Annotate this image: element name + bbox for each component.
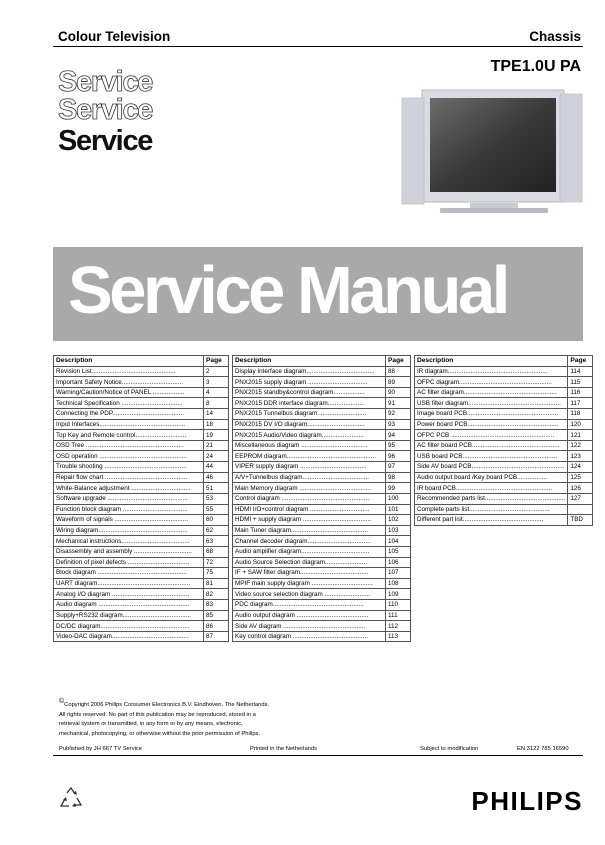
toc-entry-page: 51 bbox=[204, 483, 229, 494]
toc-entry-page: 110 bbox=[386, 600, 411, 611]
toc-entry-page: 127 bbox=[568, 493, 593, 504]
toc-column-1 bbox=[53, 355, 229, 642]
toc-row bbox=[233, 589, 411, 600]
toc-entry-page: 99 bbox=[386, 483, 411, 494]
toc-entry-page: 85 bbox=[204, 610, 229, 621]
toc-row bbox=[415, 472, 593, 483]
toc-entry-title: VIPER supply diagram ...................................... bbox=[233, 462, 386, 473]
toc-row bbox=[233, 600, 411, 611]
toc-entry-page: 2 bbox=[204, 366, 229, 377]
toc-row bbox=[415, 493, 593, 504]
toc-row bbox=[415, 504, 593, 515]
published-by: Published by JH 667 TV Service bbox=[59, 746, 143, 752]
toc-row bbox=[415, 409, 593, 420]
toc-entry-page: 89 bbox=[386, 377, 411, 388]
toc-row bbox=[233, 409, 411, 420]
toc-entry-page: 75 bbox=[204, 568, 229, 579]
toc-entry-page: 117 bbox=[568, 398, 593, 409]
toc-entry-page: 93 bbox=[386, 419, 411, 430]
toc-entry-page: 88 bbox=[386, 366, 411, 377]
toc-row bbox=[233, 568, 411, 579]
toc-entry-page: 125 bbox=[568, 472, 593, 483]
toc-entry-title: Input Interfaces................................................. bbox=[54, 419, 204, 430]
toc-header-description: Description bbox=[233, 356, 386, 367]
toc-entry-page: 60 bbox=[204, 515, 229, 526]
toc-entry-title: Channel decoder diagram.................................... bbox=[233, 536, 386, 547]
toc-entry-page: 111 bbox=[386, 610, 411, 621]
toc-row bbox=[415, 366, 593, 377]
toc-entry-page: 62 bbox=[204, 525, 229, 536]
toc-entry-page: 46 bbox=[204, 472, 229, 483]
toc-row bbox=[54, 600, 229, 611]
toc-entry-title: Repair flow chart ............................................... bbox=[54, 472, 204, 483]
toc-row bbox=[233, 493, 411, 504]
toc-entry-title: Different part list.............................................. bbox=[415, 515, 568, 526]
toc-entry-page: 90 bbox=[386, 387, 411, 398]
toc-entry-page: 116 bbox=[568, 387, 593, 398]
toc-entry-title: MPIF main supply diagram ................................... bbox=[233, 578, 386, 589]
toc-entry-page: 97 bbox=[386, 462, 411, 473]
toc-entry-title: Block diagram ................................................... bbox=[54, 568, 204, 579]
toc-row bbox=[54, 515, 229, 526]
toc-row bbox=[415, 515, 593, 526]
toc-row bbox=[54, 398, 229, 409]
toc-entry-page: 86 bbox=[204, 621, 229, 632]
toc-entry-page: 4 bbox=[204, 387, 229, 398]
toc-entry-title: A/V+Tunnelbus diagram...................................... bbox=[233, 472, 386, 483]
toc-entry-page: 82 bbox=[204, 589, 229, 600]
toc-row bbox=[233, 430, 411, 441]
tv-illustration bbox=[400, 86, 583, 216]
header-rule bbox=[53, 46, 583, 47]
toc-row bbox=[233, 557, 411, 568]
manual-title-banner: Service Manual bbox=[68, 253, 507, 328]
product-category: Colour Television bbox=[58, 29, 171, 44]
toc-entry-title: IR board PCB....................................................... bbox=[415, 483, 568, 494]
toc-row bbox=[233, 525, 411, 536]
toc-row bbox=[54, 462, 229, 473]
toc-row bbox=[233, 578, 411, 589]
toc-entry-title: Key control diagram ........................................... bbox=[233, 631, 386, 642]
copyright-line: mechanical, photocopying, or otherwise without the prior permission of Philips. bbox=[59, 730, 261, 737]
toc-entry-page: 100 bbox=[386, 493, 411, 504]
toc-entry-title: USB board PCB...................................................... bbox=[415, 451, 568, 462]
service-word-2: Service bbox=[58, 94, 153, 126]
toc-entry-title: PNX2015 Audio/Video diagram........................ bbox=[233, 430, 386, 441]
toc-entry-title: Function block diagram ..................................... bbox=[54, 504, 204, 515]
toc-entry-page: 113 bbox=[386, 631, 411, 642]
toc-row bbox=[54, 493, 229, 504]
toc-row bbox=[54, 546, 229, 557]
toc-row bbox=[233, 546, 411, 557]
toc-entry-page: 114 bbox=[568, 366, 593, 377]
service-word-1: Service bbox=[58, 66, 153, 98]
copyright-line: All rights reserved. No part of this publication may be reproduced, stored in a bbox=[59, 711, 256, 718]
toc-entry-title: OSD Tree ........................................................ bbox=[54, 440, 204, 451]
toc-row bbox=[54, 430, 229, 441]
toc-row bbox=[54, 631, 229, 642]
toc-entry-page: 124 bbox=[568, 462, 593, 473]
toc-entry-page: 126 bbox=[568, 483, 593, 494]
toc-row bbox=[54, 472, 229, 483]
toc-entry-title: AC filter board PCB.................................................. bbox=[415, 440, 568, 451]
toc-entry-page: 122 bbox=[568, 440, 593, 451]
toc-row bbox=[415, 451, 593, 462]
toc-entry-title: Definition of pixel defects ................................... bbox=[54, 557, 204, 568]
toc-entry-page: 53 bbox=[204, 493, 229, 504]
toc-entry-page: 83 bbox=[204, 600, 229, 611]
toc-header-description: Description bbox=[54, 356, 204, 367]
toc-row bbox=[233, 483, 411, 494]
toc-entry-page bbox=[568, 504, 593, 515]
toc-row bbox=[233, 536, 411, 547]
copyright-line: retrieval system or transmitted, in any form or by any means, electronic, bbox=[59, 721, 243, 728]
toc-entry-page: 91 bbox=[386, 398, 411, 409]
toc-entry-title: Image board PCB.................................................... bbox=[415, 409, 568, 420]
toc-entry-title: Side AV board PCB..................................................... bbox=[415, 462, 568, 473]
toc-entry-page: 108 bbox=[386, 578, 411, 589]
toc-row bbox=[54, 568, 229, 579]
toc-entry-title: Connecting the PDP......................................... bbox=[54, 409, 204, 420]
toc-entry-title: Power board PCB.................................................... bbox=[415, 419, 568, 430]
toc-entry-title: PNX2015 supply diagram .................................. bbox=[233, 377, 386, 388]
toc-row bbox=[54, 621, 229, 632]
toc-entry-title: OFPC diagram..................................................... bbox=[415, 377, 568, 388]
subject-to-modification: Subject to modification bbox=[420, 746, 479, 752]
toc-entry-page: 101 bbox=[386, 504, 411, 515]
toc-row bbox=[54, 589, 229, 600]
toc-entry-title: Video source selection diagram .......................... bbox=[233, 589, 386, 600]
toc-entry-page: 92 bbox=[386, 409, 411, 420]
toc-header-page: Page bbox=[386, 356, 411, 367]
toc-entry-page: 81 bbox=[204, 578, 229, 589]
toc-row bbox=[233, 462, 411, 473]
toc-column-3 bbox=[414, 355, 593, 526]
toc-row bbox=[233, 451, 411, 462]
toc-row bbox=[54, 440, 229, 451]
toc-entry-page: 14 bbox=[204, 409, 229, 420]
toc-entry-title: Analog I/O diagram ............................................ bbox=[54, 589, 204, 600]
printed-in: Printed in the Netherlands bbox=[250, 746, 318, 752]
toc-entry-page: 95 bbox=[386, 440, 411, 451]
toc-entry-page: 3 bbox=[204, 377, 229, 388]
toc-entry-page: 72 bbox=[204, 557, 229, 568]
toc-entry-title: Audio output board /Key board PCB................. bbox=[415, 472, 568, 483]
toc-entry-title: Complete parts list.............................................. bbox=[415, 504, 568, 515]
document-code: EN 3122 785 16590 bbox=[517, 746, 569, 752]
toc-entry-title: OSD operation .................................................. bbox=[54, 451, 204, 462]
toc-row bbox=[54, 504, 229, 515]
toc-entry-page: 18 bbox=[204, 419, 229, 430]
toc-entry-title: Software upgrade .............................................. bbox=[54, 493, 204, 504]
toc-entry-title: USB filter diagram..................................................... bbox=[415, 398, 568, 409]
toc-entry-page: 118 bbox=[568, 409, 593, 420]
toc-row bbox=[233, 504, 411, 515]
toc-entry-page: 103 bbox=[386, 525, 411, 536]
toc-entry-title: PDC diagram.................................................... bbox=[233, 600, 386, 611]
toc-row bbox=[415, 398, 593, 409]
toc-header-description: Description bbox=[415, 356, 568, 367]
toc-entry-title: Side AV diagram ............................................... bbox=[233, 621, 386, 632]
toc-entry-title: Top Key and Remote control............................. bbox=[54, 430, 204, 441]
toc-entry-page: 21 bbox=[204, 440, 229, 451]
toc-entry-title: Audio diagram .................................................... bbox=[54, 600, 204, 611]
toc-entry-page: 94 bbox=[386, 430, 411, 441]
toc-entry-page: 96 bbox=[386, 451, 411, 462]
toc-entry-title: Wiring diagram................................................... bbox=[54, 525, 204, 536]
toc-entry-title: Display Interface diagram....................................... bbox=[233, 366, 386, 377]
toc-row bbox=[54, 419, 229, 430]
service-word-3: Service bbox=[58, 125, 153, 157]
toc-entry-title: Supply+RS232 diagram....................................... bbox=[54, 610, 204, 621]
toc-entry-title: DC/DC diagram................................................... bbox=[54, 621, 204, 632]
toc-row bbox=[415, 462, 593, 473]
toc-entry-title: Miscellaneous diagram ...................................... bbox=[233, 440, 386, 451]
toc-entry-page: 104 bbox=[386, 536, 411, 547]
toc-entry-title: Main Tuner diagram............................................ bbox=[233, 525, 386, 536]
toc-row bbox=[54, 536, 229, 547]
toc-entry-title: HDMI + supply diagram ....................................... bbox=[233, 515, 386, 526]
toc-column-2 bbox=[232, 355, 411, 642]
toc-row bbox=[415, 440, 593, 451]
footer-rule bbox=[53, 755, 583, 756]
toc-entry-title: HDMI I/O+control diagram .................................. bbox=[233, 504, 386, 515]
toc-entry-page: 68 bbox=[204, 546, 229, 557]
toc-entry-page: 19 bbox=[204, 430, 229, 441]
toc-row bbox=[54, 387, 229, 398]
toc-row bbox=[233, 472, 411, 483]
toc-entry-title: UART diagram..................................................... bbox=[54, 578, 204, 589]
toc-entry-title: AC filter diagram..................................................... bbox=[415, 387, 568, 398]
toc-entry-title: Recommended parts list.............................................. bbox=[415, 493, 568, 504]
toc-entry-title: Trouble shooting ............................................... bbox=[54, 462, 204, 473]
toc-row bbox=[54, 578, 229, 589]
toc-entry-page: 107 bbox=[386, 568, 411, 579]
philips-logo: PHILIPS bbox=[471, 786, 583, 816]
toc-entry-title: PNX2015 standby&control diagram.................. bbox=[233, 387, 386, 398]
toc-row bbox=[233, 398, 411, 409]
toc-entry-title: White-Balance adjustment .................................. bbox=[54, 483, 204, 494]
toc-entry-title: Video-DAC diagram............................................ bbox=[54, 631, 204, 642]
toc-row bbox=[233, 515, 411, 526]
toc-entry-page: 106 bbox=[386, 557, 411, 568]
toc-row bbox=[233, 387, 411, 398]
toc-row bbox=[415, 387, 593, 398]
toc-entry-title: Mechanical instructions....................................... bbox=[54, 536, 204, 547]
toc-entry-page: 109 bbox=[386, 589, 411, 600]
toc-entry-title: Important Safety Notice................................... bbox=[54, 377, 204, 388]
toc-row bbox=[54, 409, 229, 420]
recycle-icon bbox=[58, 786, 84, 812]
toc-entry-page: TBD bbox=[568, 515, 593, 526]
toc-entry-page: 98 bbox=[386, 472, 411, 483]
copyright-line: Copyright 2006 Philips Consumer Electronics B.V. Eindhoven, The Netherlands. bbox=[64, 701, 270, 708]
toc-row bbox=[54, 451, 229, 462]
toc-entry-title: IR diagram......................................................... bbox=[415, 366, 568, 377]
toc-entry-title: EEPROM diagram................................................... bbox=[233, 451, 386, 462]
toc-row bbox=[54, 525, 229, 536]
toc-entry-title: OFPC PCB ........................................................... bbox=[415, 430, 568, 441]
toc-entry-page: 44 bbox=[204, 462, 229, 473]
toc-entry-page: 115 bbox=[568, 377, 593, 388]
toc-row bbox=[415, 377, 593, 388]
toc-entry-title: PNX2015 Tunnelbus diagram ........................... bbox=[233, 409, 386, 420]
toc-row bbox=[54, 557, 229, 568]
toc-entry-page: 123 bbox=[568, 451, 593, 462]
toc-row bbox=[233, 440, 411, 451]
toc-header-page: Page bbox=[568, 356, 593, 367]
toc-entry-page: 121 bbox=[568, 430, 593, 441]
copyright-symbol: © bbox=[59, 698, 65, 705]
chassis-model: TPE1.0U PA bbox=[490, 58, 581, 75]
toc-entry-page: 102 bbox=[386, 515, 411, 526]
toc-header-page: Page bbox=[204, 356, 229, 367]
toc-entry-title: Audio output diagram ......................................... bbox=[233, 610, 386, 621]
toc-row bbox=[233, 419, 411, 430]
toc-row bbox=[54, 377, 229, 388]
toc-entry-title: Audio amplifier diagram....................................... bbox=[233, 546, 386, 557]
toc-entry-page: 55 bbox=[204, 504, 229, 515]
toc-entry-page: 112 bbox=[386, 621, 411, 632]
toc-entry-title: Main Memory diagram ......................................... bbox=[233, 483, 386, 494]
toc-entry-title: PNX2015 DDR interface diagram..................... bbox=[233, 398, 386, 409]
toc-entry-page: 120 bbox=[568, 419, 593, 430]
toc-entry-page: 8 bbox=[204, 398, 229, 409]
toc-entry-title: Control diagram .................................................. bbox=[233, 493, 386, 504]
toc-row bbox=[233, 621, 411, 632]
toc-row bbox=[54, 610, 229, 621]
toc-entry-page: 63 bbox=[204, 536, 229, 547]
toc-row bbox=[233, 610, 411, 621]
toc-row bbox=[54, 483, 229, 494]
toc-entry-title: Warning/Caution/Notice of PANEL .................. bbox=[54, 387, 204, 398]
toc-entry-title: Audio Source Selection diagram........................ bbox=[233, 557, 386, 568]
toc-row bbox=[233, 377, 411, 388]
copyright-notice bbox=[59, 697, 379, 739]
toc-entry-title: Waveform of signals .......................................... bbox=[54, 515, 204, 526]
toc-entry-title: Disassembly and assembly ................................. bbox=[54, 546, 204, 557]
toc-entry-title: PNX2015 DV I/O diagram................................. bbox=[233, 419, 386, 430]
toc-entry-title: Technical Specification ................................... bbox=[54, 398, 204, 409]
toc-row bbox=[54, 366, 229, 377]
toc-entry-title: IF + SAW filter diagram....................................... bbox=[233, 568, 386, 579]
toc-entry-page: 105 bbox=[386, 546, 411, 557]
toc-entry-page: 24 bbox=[204, 451, 229, 462]
toc-row bbox=[233, 631, 411, 642]
toc-row bbox=[415, 430, 593, 441]
toc-row bbox=[233, 366, 411, 377]
toc-row bbox=[415, 483, 593, 494]
toc-row bbox=[415, 419, 593, 430]
toc-entry-page: 87 bbox=[204, 631, 229, 642]
chassis-label: Chassis bbox=[529, 29, 581, 44]
toc-entry-title: Revision List................................................ bbox=[54, 366, 204, 377]
